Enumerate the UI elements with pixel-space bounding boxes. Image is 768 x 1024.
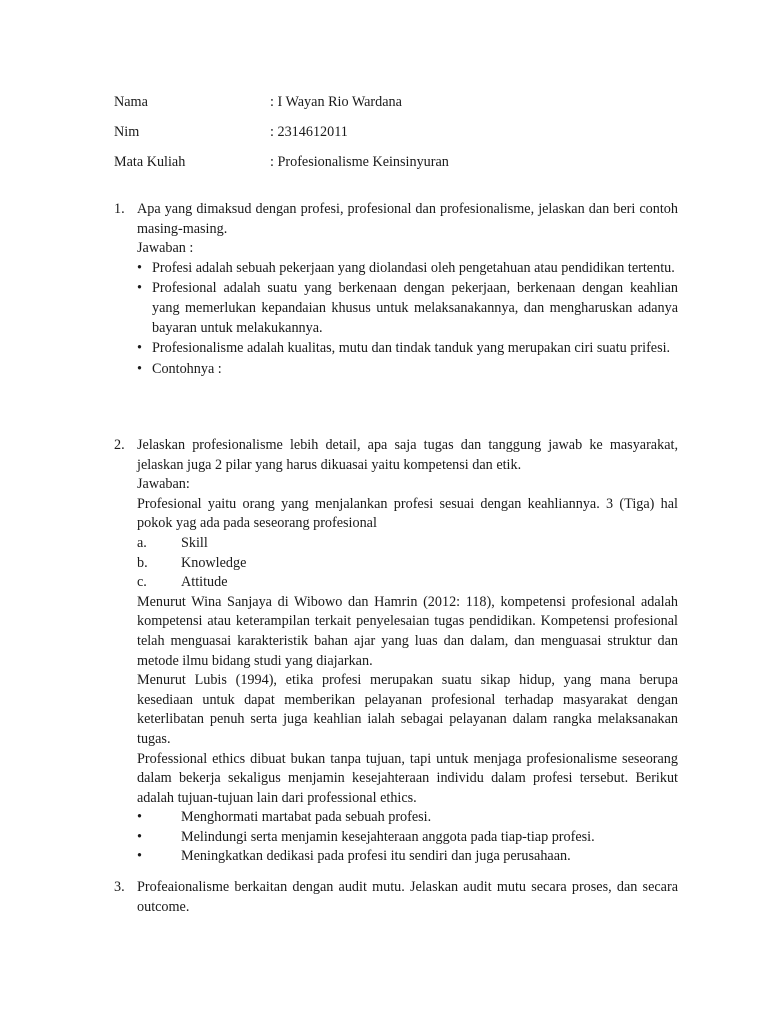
question-3	[114, 878, 678, 917]
question-2-paragraph: Menurut Lubis (1994), etika profesi merupakan suatu sikap hidup, yang mana berupa kesediaan untuk dapat memberikan pelayanan profesional terhadap masyarakat dengan keterlibatan penuh serta juga keahlian ialah sebagai pelayanan dalam rangka melaksanakan tugas.	[137, 672, 678, 747]
question-2-text: Jelaskan profesionalisme lebih detail, apa saja tugas dan tanggung jawab ke masyarakat, jelaskan juga 2 pilar yang harus dikuasai yaitu kompetensi dan etik.	[137, 437, 678, 473]
bullet-icon: •	[137, 259, 142, 276]
question-2-paragraph: Menurut Wina Sanjaya di Wibowo dan Hamrin (2012: 118), kompetensi profesional adalah kompetensi atau keterampilan terkait penyelesaian tugas pendidikan. Kompetensi profesional telah menguasai karakteristik bahan ajar yang luas dan dalam, dan menguasai struktur dan metode ilmu bidang studi yang diajarkan.	[137, 593, 678, 669]
bullet-icon: •	[137, 280, 142, 297]
question-2-number: 2.	[114, 437, 125, 453]
meta-row-nama	[114, 92, 674, 112]
question-1-answer-label: Jawaban :	[137, 240, 194, 257]
list-item	[137, 259, 678, 279]
question-2-alpha-list	[137, 534, 678, 593]
list-item-text: Knowledge	[181, 554, 247, 571]
question-1-answer-list	[137, 259, 678, 380]
mata-kuliah-label: Mata Kuliah	[114, 154, 186, 170]
bullet-icon: •	[137, 848, 142, 865]
nim-label: Nim	[114, 124, 140, 140]
list-item-mark: b.	[137, 554, 148, 571]
question-1-number: 1.	[114, 201, 125, 217]
bullet-icon: •	[137, 360, 142, 377]
nama-label: Nama	[114, 94, 148, 110]
question-2-answer-label: Jawaban:	[137, 476, 190, 493]
bullet-icon: •	[137, 809, 142, 826]
question-2	[114, 436, 678, 867]
list-item-text: Profesionalisme adalah kualitas, mutu dan tindak tanduk yang merupakan ciri suatu prifesi.	[152, 340, 671, 357]
list-item	[137, 339, 678, 359]
list-item	[137, 828, 678, 848]
list-item	[137, 554, 678, 574]
question-2-intro: Profesional yaitu orang yang menjalankan profesi sesuai dengan keahliannya. 3 (Tiga) hal pokok yag ada pada seseorang profesional	[137, 495, 678, 532]
list-item	[137, 534, 678, 554]
list-item-text: Contohnya :	[152, 360, 222, 377]
list-item-text: Melindungi serta menjamin kesejahteraan anggota pada tiap-tiap profesi.	[181, 828, 595, 845]
nama-value: : I Wayan Rio Wardana	[270, 94, 402, 110]
list-item	[137, 573, 678, 593]
mata-kuliah-value: : Profesionalisme Keinsinyuran	[270, 154, 449, 170]
list-item-mark: c.	[137, 574, 147, 591]
list-item	[137, 847, 678, 867]
list-item-text: Profesional adalah suatu yang berkenaan dengan pekerjaan, berkenaan dengan keahlian yang memerlukan kepandaian khusus untuk melaksanakannya, dan mengharuskan adanya bayaran untuk melakukannya.	[152, 280, 678, 336]
question-1-text: Apa yang dimaksud dengan profesi, profesional dan profesionalisme, jelaskan dan beri contoh masing-masing.	[137, 201, 678, 237]
meta-row-nim	[114, 122, 674, 142]
question-2-goals-list	[137, 808, 678, 867]
list-item-text: Meningkatkan dedikasi pada profesi itu sendiri dan juga perusahaan.	[181, 848, 571, 865]
list-item	[137, 279, 678, 338]
bullet-icon: •	[137, 340, 142, 357]
question-1	[114, 200, 678, 380]
nim-value: : 2314612011	[270, 124, 348, 140]
question-3-number: 3.	[114, 879, 125, 895]
list-item-text: Attitude	[181, 574, 228, 591]
meta-row-mata-kuliah	[114, 152, 674, 172]
list-item-text: Skill	[181, 534, 208, 551]
list-item-mark: a.	[137, 534, 147, 551]
question-3-text: Profeaionalisme berkaitan dengan audit mutu. Jelaskan audit mutu secara proses, dan secara outcome.	[137, 879, 678, 915]
list-item	[137, 808, 678, 828]
bullet-icon: •	[137, 828, 142, 845]
list-item-text: Profesi adalah sebuah pekerjaan yang diolandasi oleh pengetahuan atau pendidikan tertentu.	[152, 259, 675, 276]
list-item-text: Menghormati martabat pada sebuah profesi.	[181, 809, 432, 826]
question-2-paragraph: Professional ethics dibuat bukan tanpa tujuan, tapi untuk menjaga profesionalisme seseorang dalam bekerja sekaligus menjamin kesejahteraan individu dalam profesi tersebut. Berikut adalah tujuan-tujuan lain dari professional ethics.	[137, 750, 678, 806]
list-item	[137, 360, 678, 380]
